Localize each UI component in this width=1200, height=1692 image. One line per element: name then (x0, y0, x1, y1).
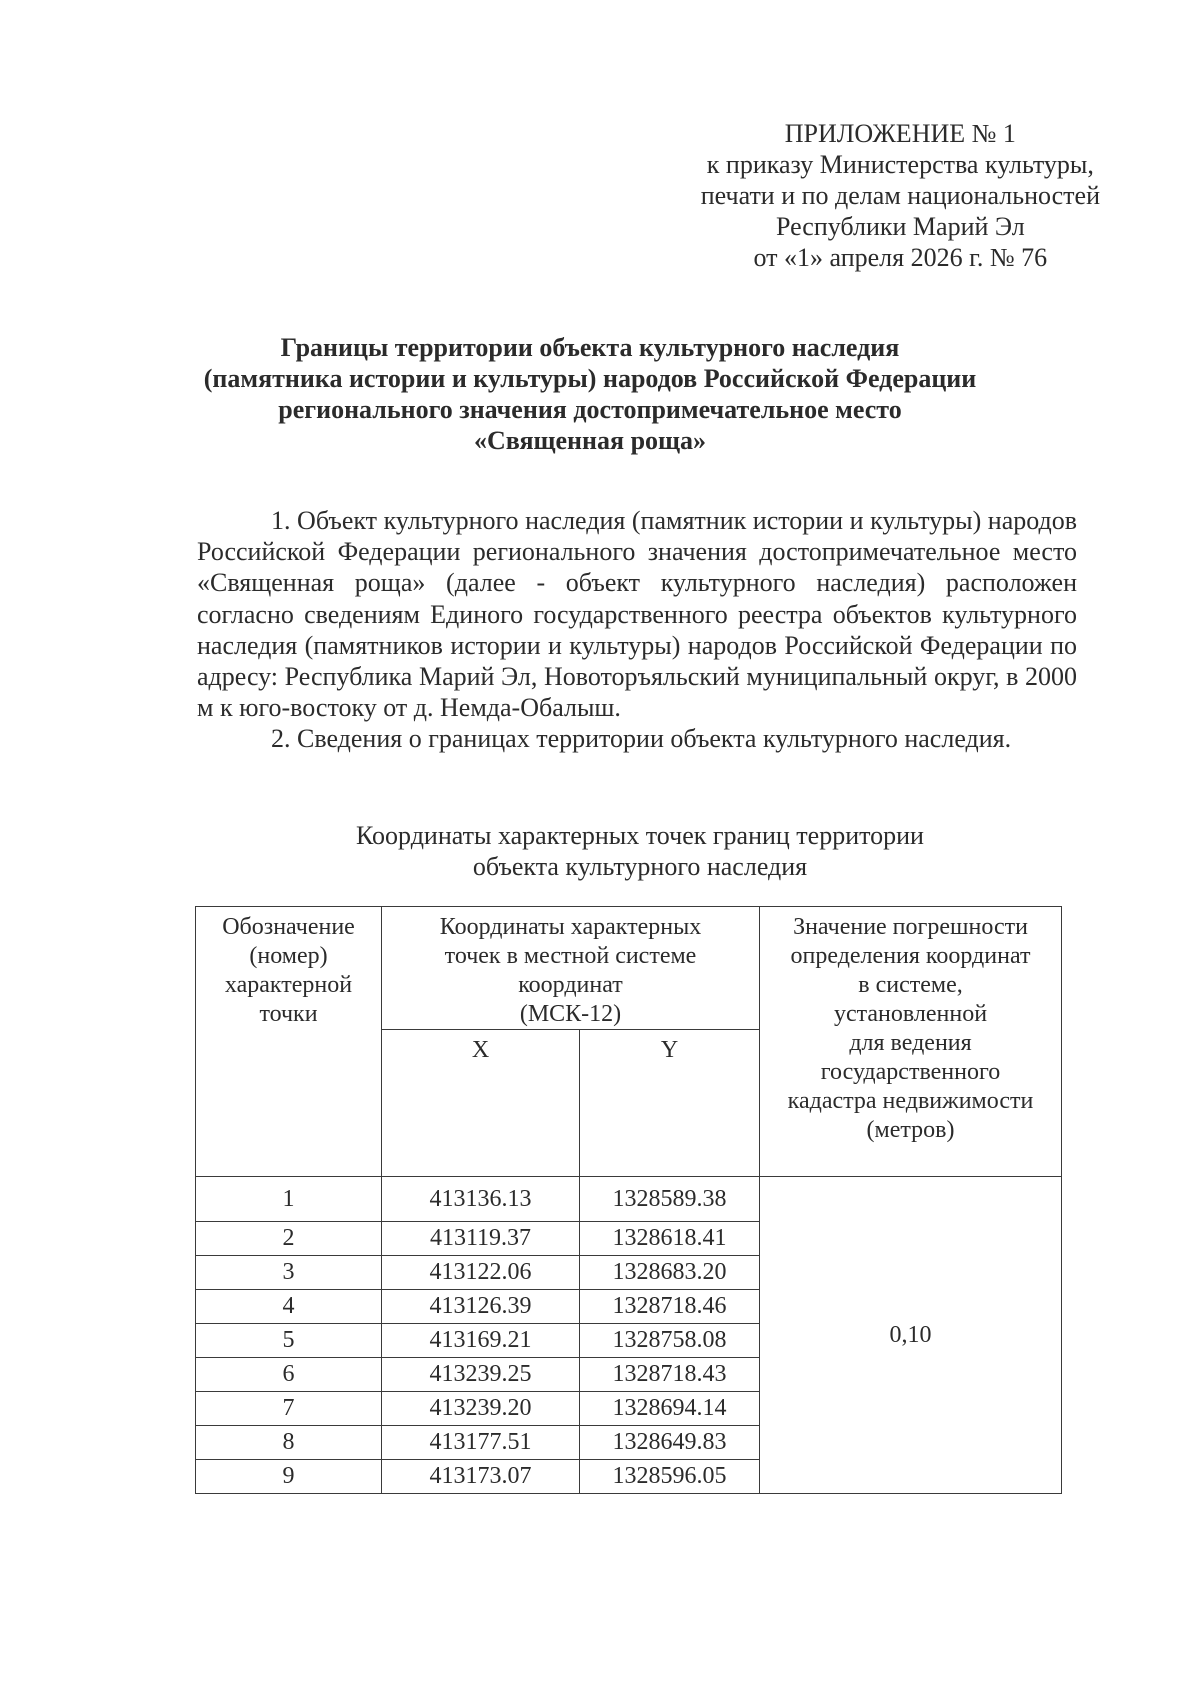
title-line: Границы территории объекта культурного наследия (280, 333, 900, 362)
cell-point: 3 (196, 1256, 382, 1290)
header-accuracy: Значение погрешности определения координат в системе, установленной для ведения государственного кадастра недвижимости (метров) (760, 907, 1062, 1177)
cell-x: 413239.25 (382, 1358, 580, 1392)
cell-x: 413122.06 (382, 1256, 580, 1290)
title-line: (памятника истории и культуры) народов Российской Федерации (203, 364, 977, 393)
cell-x: 413173.07 (382, 1460, 580, 1494)
document-body (197, 505, 1077, 755)
caption-line: объекта культурного наследия (472, 852, 808, 881)
cell-point: 5 (196, 1324, 382, 1358)
table-caption (200, 820, 1080, 882)
cell-point: 8 (196, 1426, 382, 1460)
cell-y: 1328596.05 (580, 1460, 760, 1494)
coordinates-table (195, 906, 1062, 1494)
appendix-line: печати и по делам национальностей (700, 181, 1100, 210)
cell-y: 1328718.46 (580, 1290, 760, 1324)
cell-point: 7 (196, 1392, 382, 1426)
paragraph-2: 2. Сведения о границах территории объекта культурного наследия. (271, 724, 1012, 754)
header-y: Y (580, 1030, 760, 1177)
caption-line: Координаты характерных точек границ территории (356, 821, 924, 850)
cell-y: 1328649.83 (580, 1426, 760, 1460)
document-title (200, 332, 980, 456)
cell-x: 413136.13 (382, 1177, 580, 1222)
appendix-header (701, 118, 1100, 273)
cell-y: 1328718.43 (580, 1358, 760, 1392)
cell-x: 413169.21 (382, 1324, 580, 1358)
cell-y: 1328683.20 (580, 1256, 760, 1290)
cell-y: 1328589.38 (580, 1177, 760, 1222)
header-coordinates: Координаты характерных точек в местной системе координат (МСК-12) (382, 907, 760, 1030)
table-row (196, 1177, 1062, 1222)
cell-y: 1328618.41 (580, 1222, 760, 1256)
cell-point: 4 (196, 1290, 382, 1324)
cell-point: 6 (196, 1358, 382, 1392)
title-line: «Священная роща» (474, 426, 706, 455)
header-x: X (382, 1030, 580, 1177)
cell-point: 2 (196, 1222, 382, 1256)
cell-x: 413126.39 (382, 1290, 580, 1324)
cell-y: 1328694.14 (580, 1392, 760, 1426)
appendix-line: Республики Марий Эл (775, 212, 1025, 241)
paragraph-1: 1. Объект культурного наследия (памятник истории и культуры) народов Российской Федерации регионального значения достопримечательное место «Священная роща» (далее - объект культурного наследия) расположен согласно сведениям Единого государственного реестра объектов культурного наследия (памятников истории и культуры) народов Российской Федерации по адресу: Республика Марий Эл, Новоторъяльский муниципальный округ, в 2000 м к юго-востоку от д. Немда-Обалыш. (197, 506, 1077, 723)
cell-point: 1 (196, 1177, 382, 1222)
appendix-line: ПРИЛОЖЕНИЕ № 1 (784, 119, 1016, 148)
cell-y: 1328758.08 (580, 1324, 760, 1358)
cell-point: 9 (196, 1460, 382, 1494)
cell-accuracy: 0,10 (760, 1177, 1062, 1494)
cell-x: 413239.20 (382, 1392, 580, 1426)
cell-x: 413177.51 (382, 1426, 580, 1460)
appendix-line: к приказу Министерства культуры, (706, 150, 1094, 179)
header-point-number: Обозначение (номер) характерной точки (196, 907, 382, 1177)
appendix-line: от «1» апреля 2026 г. № 76 (753, 243, 1048, 272)
cell-x: 413119.37 (382, 1222, 580, 1256)
title-line: регионального значения достопримечательное место (278, 395, 902, 424)
